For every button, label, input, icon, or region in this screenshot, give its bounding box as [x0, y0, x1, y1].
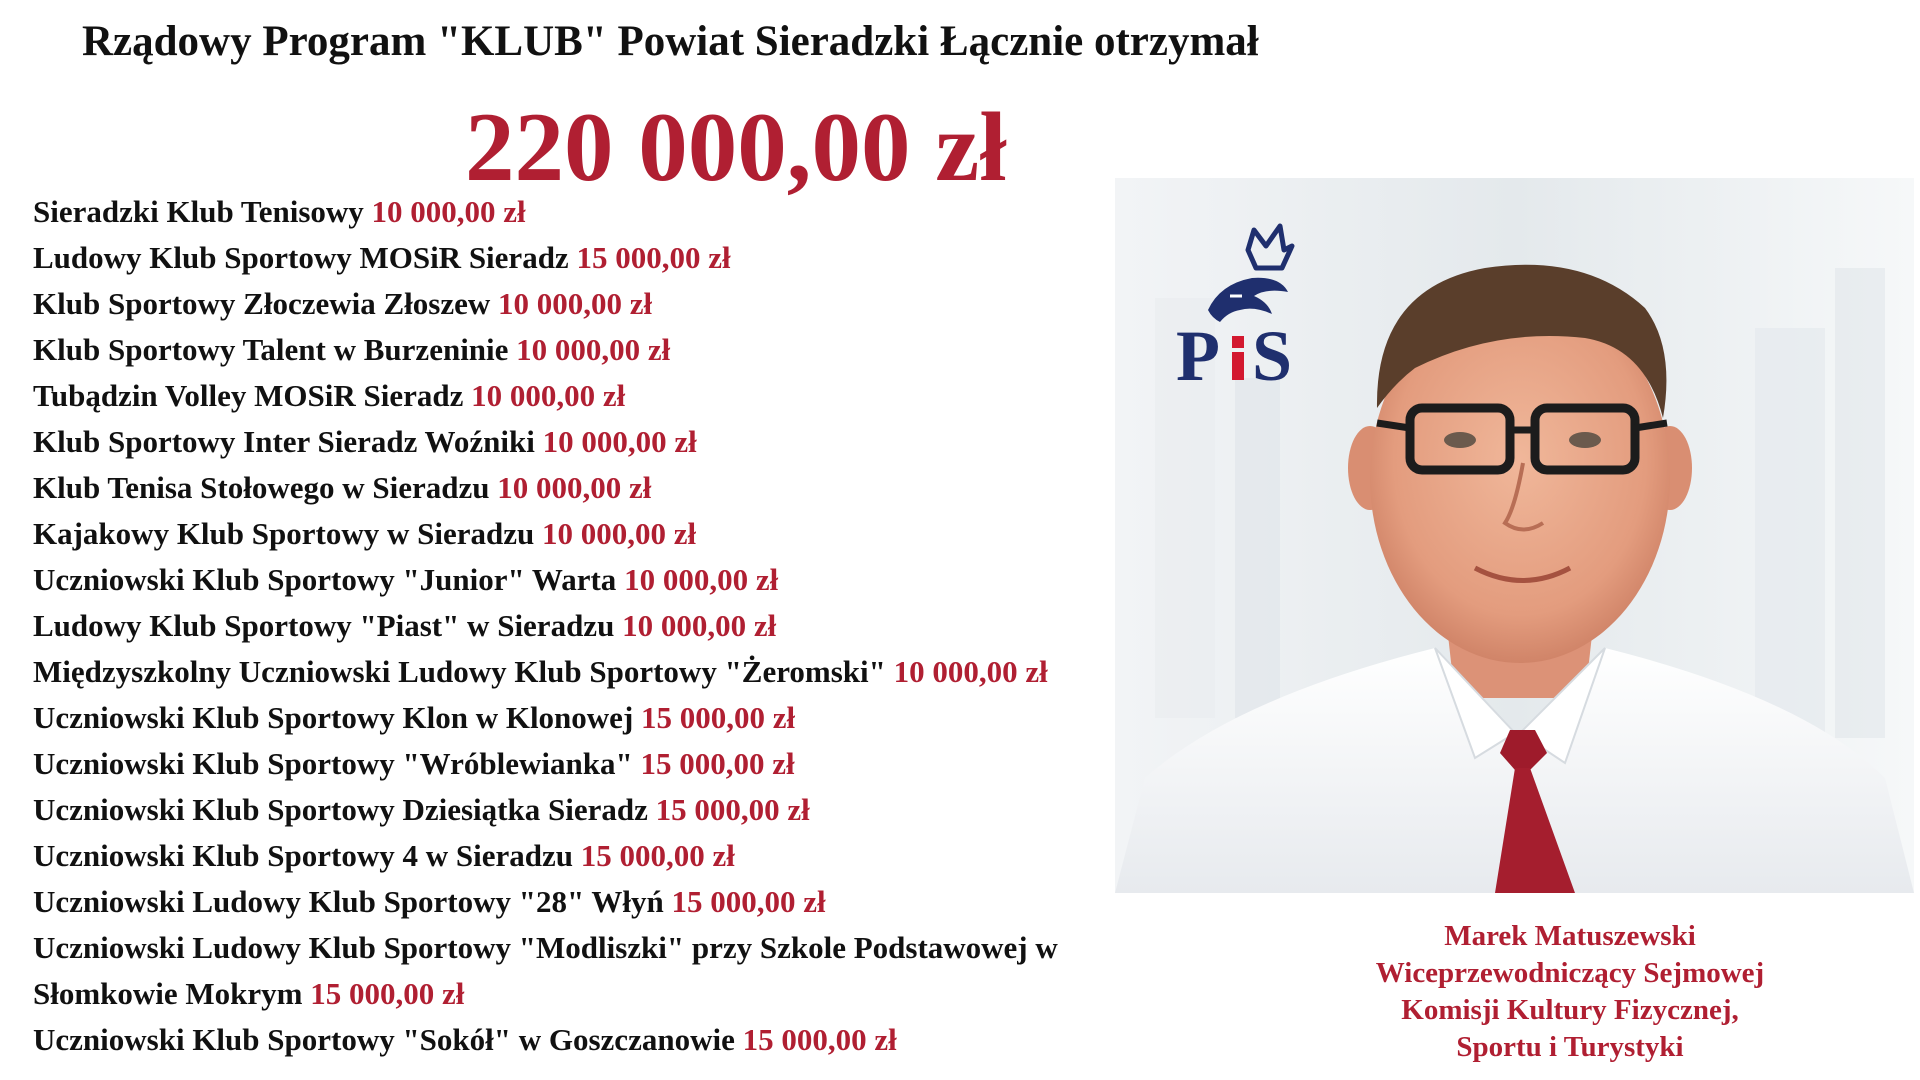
club-name: Ludowy Klub Sportowy "Piast" w Sieradzu	[33, 608, 615, 643]
club-item	[33, 741, 1113, 787]
caption-line-2: Komisji Kultury Fizycznej,	[1401, 994, 1739, 1026]
headline: Rządowy Program "KLUB" Powiat Sieradzki Łącznie otrzymał	[82, 18, 1259, 65]
eagle-crown-icon	[1170, 222, 1330, 392]
club-name: Uczniowski Ludowy Klub Sportowy "28" Włyń	[33, 884, 664, 919]
logo-letter-i-stem	[1232, 352, 1244, 380]
club-amount: 15 000,00 zł	[576, 240, 731, 275]
club-item	[33, 465, 1113, 511]
caption-line-3: Sportu i Turystyki	[1456, 1031, 1684, 1063]
logo-letter-s: S	[1252, 316, 1293, 392]
club-amount: 10 000,00 zł	[497, 470, 652, 505]
club-name: Uczniowski Klub Sportowy "Junior" Warta	[33, 562, 617, 597]
club-item	[33, 419, 1113, 465]
club-amount: 15 000,00 zł	[580, 838, 735, 873]
club-name: Klub Tenisa Stołowego w Sieradzu	[33, 470, 490, 505]
club-name: Uczniowski Klub Sportowy "Sokół" w Goszczanowie	[33, 1022, 735, 1057]
club-amount: 10 000,00 zł	[471, 378, 626, 413]
club-name: Klub Sportowy Talent w Burzeninie	[33, 332, 509, 367]
club-amount: 15 000,00 zł	[742, 1022, 897, 1057]
total-amount: 220 000,00 zł	[465, 93, 1007, 202]
club-name: Uczniowski Klub Sportowy 4 w Sieradzu	[33, 838, 573, 873]
club-name: Sieradzki Klub Tenisowy	[33, 194, 364, 229]
club-amount: 10 000,00 zł	[498, 286, 653, 321]
club-name: Międzyszkolny Uczniowski Ludowy Klub Sportowy "Żeromski"	[33, 654, 886, 689]
club-name: Klub Sportowy Złoczewia Złoszew	[33, 286, 491, 321]
club-amount: 15 000,00 zł	[655, 792, 810, 827]
club-list	[33, 189, 1113, 1063]
club-name: Uczniowski Klub Sportowy Klon w Klonowej	[33, 700, 634, 735]
club-name: Uczniowski Klub Sportowy Dziesiątka Sieradz	[33, 792, 648, 827]
club-item	[33, 879, 1113, 925]
club-name: Ludowy Klub Sportowy MOSiR Sieradz	[33, 240, 569, 275]
club-item	[33, 281, 1113, 327]
club-name: Tubądzin Volley MOSiR Sieradz	[33, 378, 464, 413]
club-item	[33, 603, 1113, 649]
club-item	[33, 833, 1113, 879]
party-logo	[1170, 222, 1330, 392]
club-name: Uczniowski Ludowy Klub Sportowy "Modliszki" przy Szkole Podstawowej w Słomkowie Mokrym	[33, 930, 1058, 1011]
club-amount: 15 000,00 zł	[641, 700, 796, 735]
club-item	[33, 373, 1113, 419]
club-item	[33, 235, 1113, 281]
club-amount: 10 000,00 zł	[542, 424, 697, 459]
club-amount: 10 000,00 zł	[541, 516, 697, 551]
club-amount: 15 000,00 zł	[310, 976, 465, 1011]
club-item	[33, 327, 1113, 373]
logo-letter-p: P	[1176, 316, 1220, 392]
club-amount: 10 000,00 zł	[516, 332, 671, 367]
logo-dot	[1232, 336, 1244, 348]
club-amount: 10 000,00 zł	[893, 654, 1048, 689]
club-name: Kajakowy Klub Sportowy w Sieradzu	[33, 516, 535, 551]
club-item	[33, 511, 1113, 557]
club-amount: 15 000,00 zł	[640, 746, 795, 781]
caption-line-1: Wiceprzewodniczący Sejmowej	[1375, 957, 1765, 989]
caption-name: Marek Matuszewski	[1444, 920, 1696, 952]
club-amount: 10 000,00 zł	[371, 194, 526, 229]
caption	[1330, 918, 1810, 1066]
club-item	[33, 557, 1113, 603]
club-amount: 10 000,00 zł	[622, 608, 777, 643]
club-amount: 15 000,00 zł	[671, 884, 826, 919]
club-item	[33, 925, 1113, 1017]
club-item	[33, 695, 1113, 741]
club-name: Klub Sportowy Inter Sieradz Woźniki	[33, 424, 535, 459]
club-item	[33, 787, 1113, 833]
club-item	[33, 649, 1113, 695]
club-name: Uczniowski Klub Sportowy "Wróblewianka"	[33, 746, 633, 781]
club-item	[33, 1017, 1113, 1063]
club-item	[33, 189, 1113, 235]
club-amount: 10 000,00 zł	[624, 562, 779, 597]
